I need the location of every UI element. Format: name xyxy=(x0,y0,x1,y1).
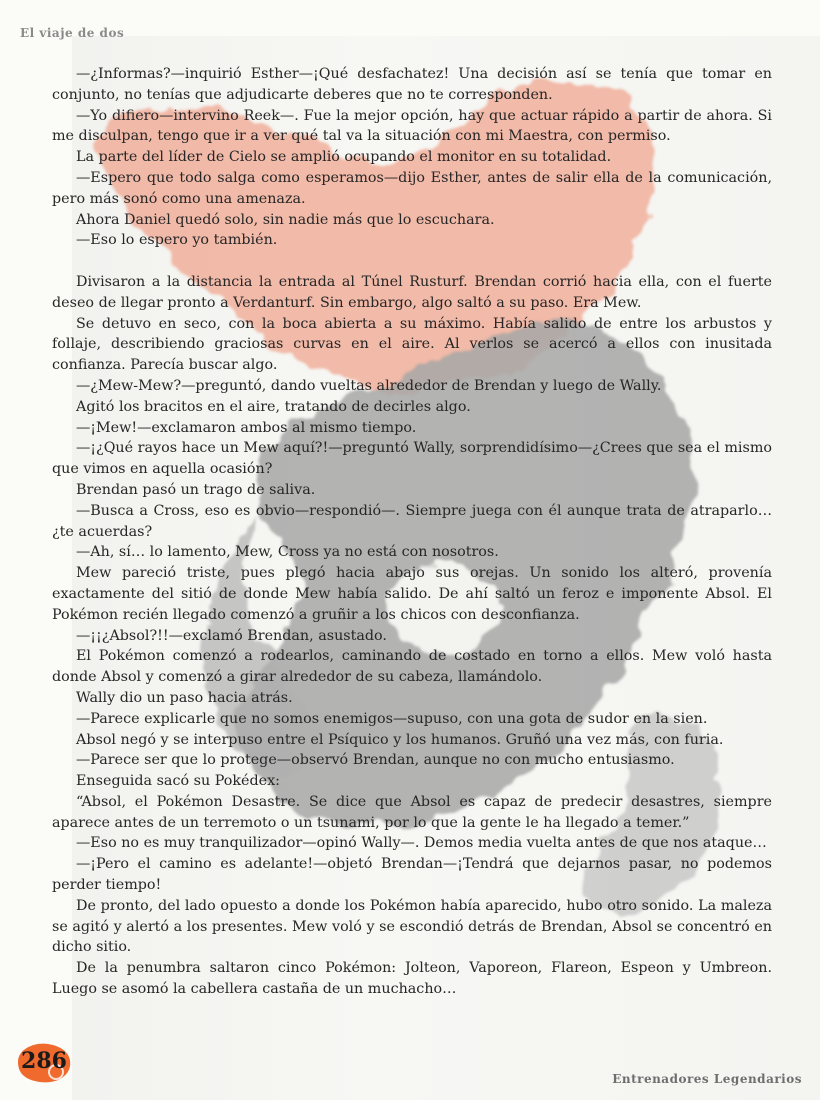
paragraph: De pronto, del lado opuesto a donde los Pokémon había aparecido, hubo otro sonido. La maleza se agitó y alertó a los presentes. Mew voló y se escondió detrás de Brendan, Absol se concentró en dicho sitio. xyxy=(52,897,772,956)
paragraph: La parte del líder de Cielo se amplió ocupando el monitor en su totalidad. xyxy=(76,149,612,166)
running-head: El viaje de dos xyxy=(20,26,125,40)
paragraph: Agitó los bracitos en el aire, tratando de decirles algo. xyxy=(76,398,471,415)
paragraph: —Eso lo espero yo también. xyxy=(76,232,278,249)
paragraph: Wally dio un paso hacia atrás. xyxy=(76,689,293,706)
paragraph: El Pokémon comenzó a rodearlos, caminando de costado en torno a ellos. Mew voló hasta donde Absol y comenzó a girar alrededor de su cabeza, llamándolo. xyxy=(52,648,772,686)
paragraph: Absol negó y se interpuso entre el Psíquico y los humanos. Gruñó una vez más, con furia. xyxy=(76,731,724,748)
paragraph: Divisaron a la distancia la entrada al Túnel Rusturf. Brendan corrió hacia ella, con el fuerte deseo de llegar pronto a Verdanturf. Sin embargo, algo saltó a su paso. Era Mew. xyxy=(52,273,772,311)
paragraph: —Ah, sí… lo lamento, Mew, Cross ya no está con nosotros. xyxy=(76,544,499,561)
paragraph: —¿Mew-Mew?—preguntó, dando vueltas alrededor de Brendan y luego de Wally. xyxy=(76,377,662,394)
paragraph: Enseguida sacó su Pokédex: xyxy=(76,773,280,790)
paragraph: De la penumbra saltaron cinco Pokémon: Jolteon, Vaporeon, Flareon, Espeon y Umbreon. Luego se asomó la cabellera castaña de un muchacho… xyxy=(52,960,772,998)
paragraph: —Espero que todo salga como esperamos—dijo Esther, antes de salir ella de la comunicación, pero más sonó como una amenaza. xyxy=(52,169,772,207)
paragraph: —Eso no es muy tranquilizador—opinó Wally—. Demos media vuelta antes de que nos ataque… xyxy=(76,835,767,852)
paragraph: —¿Informas?—inquirió Esther—¡Qué desfachatez! Una decisión así se tenía que tomar en conjunto, no tenías que adjudicarte deberes que no te corresponden. xyxy=(52,66,772,103)
paragraph: —Yo difiero—intervino Reek—. Fue la mejor opción, hay que actuar rápido a partir de ahora. Si me disculpan, tengo que ir a ver qué tal va la situación con mi Maestra, con permiso. xyxy=(52,107,772,145)
paragraph: —¡Pero el camino es adelante!—objetó Brendan—¡Tendrá que dejarnos pasar, no podemos perder tiempo! xyxy=(52,856,772,894)
paragraph: —Parece explicarle que no somos enemigos—supuso, con una gota de sudor en la sien. xyxy=(76,710,708,727)
paragraph: —¡¡¿Absol?!!—exclamó Brendan, asustado. xyxy=(76,627,387,644)
paragraph: —Busca a Cross, eso es obvio—respondió—. Siempre juega con él aunque trata de atraparlo… ¿te acuerdas? xyxy=(52,502,772,540)
body-text xyxy=(52,64,772,1000)
footer-book-title: Entrenadores Legendarios xyxy=(612,1072,802,1086)
paragraph-spacer xyxy=(52,251,772,272)
paragraph: Ahora Daniel quedó solo, sin nadie más que lo escuchara. xyxy=(76,211,495,228)
paragraph: Se detuvo en seco, con la boca abierta a su máximo. Había salido de entre los arbustos y follaje, describiendo graciosas curvas en el aire. Al verlos se acercó a ellos con inusitada confianza. Parecía buscar algo. xyxy=(52,315,772,374)
page-number: 286 xyxy=(21,1048,67,1074)
paragraph: —¡Mew!—exclamaron ambos al mismo tiempo. xyxy=(76,419,417,436)
paragraph: Mew pareció triste, pues plegó hacia abajo sus orejas. Un sonido los alteró, provenía exactamente del sitió de donde Mew había salido. De ahí saltó un feroz e imponente Absol. El Pokémon recién llegado comenzó a gruñir a los chicos con desconfianza. xyxy=(52,565,772,623)
paragraph: —Parece ser que lo protege—observó Brendan, aunque no con mucho entusiasmo. xyxy=(76,752,675,769)
paragraph: “Absol, el Pokémon Desastre. Se dice que Absol es capaz de predecir desastres, siempre aparece antes de un terremoto o un tsunami, por lo que la gente le ha llegado a temer.” xyxy=(52,793,772,831)
paragraph: —¡¿Qué rayos hace un Mew aquí?!—preguntó Wally, sorprendidísimo—¿Crees que sea el mismo que vimos en aquella ocasión? xyxy=(52,440,772,478)
paragraph: Brendan pasó un trago de saliva. xyxy=(76,481,316,498)
